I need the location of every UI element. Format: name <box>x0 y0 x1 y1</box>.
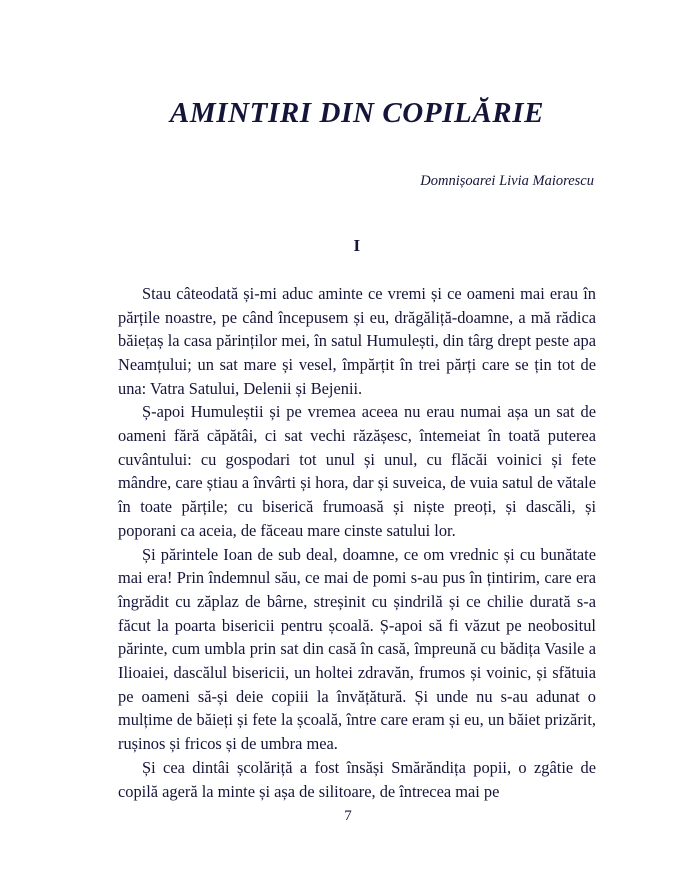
page-content <box>118 0 596 803</box>
page-title: AMINTIRI DIN COPILĂRIE <box>169 97 545 129</box>
paragraph: Și cea dintâi școlăriță a fost însăși Smărăndița popii, o zgâtie de copilă ageră la minte și așa de silitoare, de întrecea mai pe <box>118 757 596 801</box>
chapter-number: I <box>353 235 361 255</box>
paragraph: Ș-apoi Humuleștii și pe vremea aceea nu erau numai așa un sat de oameni fără căpătâi, ci sat vechi răzășesc, întemeiat în toată puterea cuvântului: cu gospodari tot unul și unul, cu flăcăi voinici și fete mândre, care știau a învârti și hora, dar și suveica, de vuia satul de vătale în toate părțile; cu biserică frumoasă și niște preoți, și dascăli, și poporani ca aceia, de făceau mare cinste satului lor. <box>118 402 596 540</box>
page-number: 7 <box>344 808 352 824</box>
body-text <box>118 282 596 803</box>
dedication-line: Domnișoarei Livia Maiorescu <box>420 172 594 189</box>
paragraph: Și părintele Ioan de sub deal, doamne, ce om vrednic și cu bunătate mai era! Prin îndemnul său, ce mai de pomi s-au pus în țintirim, care era îngrădit cu zăplaz de bârne, streșinit cu șindrilă și ce chilie durată s-a făcut la poarta bisericii pentru școală. Ș-apoi să fi văzut pe neobositul părinte, cum umbla prin sat din casă în casă, împreună cu bădița Vasile a Ilioaiei, dascălul bisericii, un holtei zdravăn, frumos și voinic, și sfătuia pe oameni să-și deie copiii la învățătură. Și unde nu s-au adunat o mulțime de băieți și fete la școală, între care eram și eu, un băiet prizărit, rușinos și fricos și de umbra mea. <box>118 544 596 754</box>
paragraph: Stau câteodată și-mi aduc aminte ce vremi și ce oameni mai erau în părțile noastre, pe când începusem și eu, drăgăliță-doamne, a mă rădica băiețaș la casa părinților mei, în satul Humulești, din târg drept peste apa Neamțului; un sat mare și vesel, împărțit în trei părți care se țin tot de una: Vatra Satului, Delenii și Bejenii. <box>118 283 596 398</box>
